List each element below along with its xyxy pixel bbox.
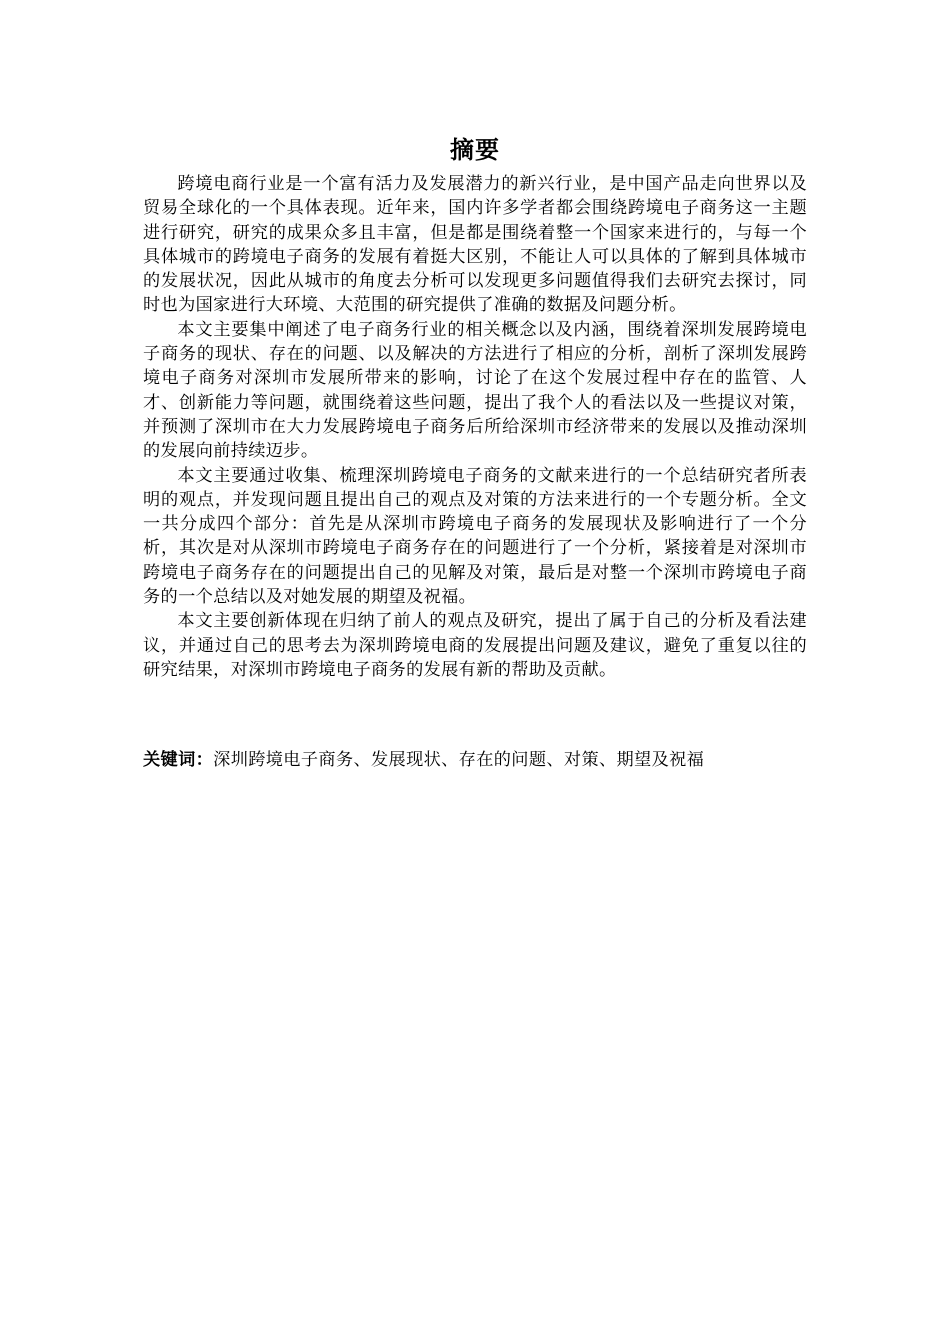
abstract-paragraph-1: 跨境电商行业是一个富有活力及发展潜力的新兴行业，是中国产品走向世界以及贸易全球化的一个具体表现。近年来，国内许多学者都会围绕跨境电子商务这一主题进行研究，研究的成果众多且丰富，但是都是围绕着整一个国家来进行的，与每一个具体城市的跨境电子商务的发展有着挺大区别，不能让人可以具体的了解到具体城市的发展状况，因此从城市的角度去分析可以发现更多问题值得我们去研究去探讨，同时也为国家进行大环境、大范围的研究提供了准确的数据及问题分析。 <box>143 174 807 316</box>
keywords-line <box>143 748 807 772</box>
abstract-paragraph-2: 本文主要集中阐述了电子商务行业的相关概念以及内涵，围绕着深圳发展跨境电子商务的现状、存在的问题、以及解决的方法进行了相应的分析，剖析了深圳发展跨境电子商务对深圳市发展所带来的影响，讨论了在这个发展过程中存在的监管、人才、创新能力等问题，就围绕着这些问题，提出了我个人的看法以及一些提议对策，并预测了深圳市在大力发展跨境电子商务后所给深圳市经济带来的发展以及推动深圳的发展向前持续迈步。 <box>143 319 807 462</box>
abstract-paragraph-3: 本文主要通过收集、梳理深圳跨境电子商务的文献来进行的一个总结研究者所表明的观点，并发现问题且提出自己的观点及对策的方法来进行的一个专题分析。全文一共分成四个部分：首先是从深圳市跨境电子商务的发展现状及影响进行了一个分析，其次是对从深圳市跨境电子商务存在的问题进行了一个分析，紧接着是对深圳市跨境电子商务存在的问题提出自己的见解及对策，最后是对整一个深圳市跨境电子商务的一个总结以及对她发展的期望及祝福。 <box>143 465 807 608</box>
keywords-text: 深圳跨境电子商务、发展现状、存在的问题、对策、期望及祝福 <box>213 750 705 770</box>
abstract-body <box>143 172 807 682</box>
abstract-title: 摘要 <box>450 136 500 164</box>
keywords-label: 关键词： <box>143 750 214 770</box>
abstract-paragraph-4: 本文主要创新体现在归纳了前人的观点及研究，提出了属于自己的分析及看法建议，并通过自己的思考去为深圳跨境电商的发展提出问题及建议，避免了重复以往的研究结果，对深圳市跨境电子商务的发展有新的帮助及贡献。 <box>143 611 807 680</box>
